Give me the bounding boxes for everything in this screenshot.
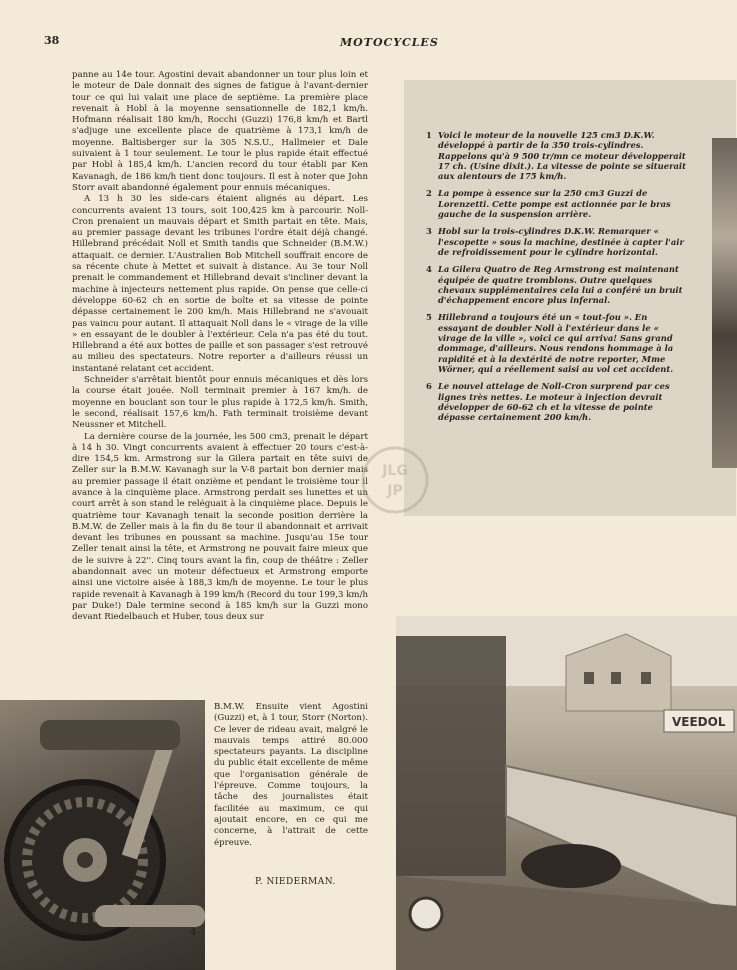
wheel-illustration [0,700,205,970]
caption-item [426,264,688,305]
caption-item [426,130,688,181]
article-tail-column [214,702,368,890]
caption-item [426,312,688,374]
article-paragraph: A 13 h 30 les side-cars étaient alignés au départ. Les concurrents avaient 13 tours, soit 100,425 km à parcourir. Noll-Cron prenaient un mauvais départ et Smith partait en tête. Mais, au premier passage devant les tribunes l'ordre était déjà changé. Hillebrand précédait Noll et Smith tandis que Schneider (B.M.W.) attaquait. ce dernier. L'Australien Bob Mitchell souffrait encore de sa récente chute à Mettet et suivait à distance. Au 3e tour Noll prenait le commandement et Hillebrand devait s'incliner devant la machine à injecteurs nettement plus rapide. On pense que celle-ci développe 60-62 ch en sortie de boîte et sa vitesse de pointe dépasse certainement le 200 km/h. Mais Hillebrand ne s'avouait pas vaincu pour autant. Il attaquait Noll dans le « virage de la ville » en essayant de le doubler à l'extérieur. Cela n'a pas été du tout. Hillebrand a été aux bottes de paille et son passager s'est retrouvé au milieu des spectateurs. Notre reporter a d'ailleurs réussi un instantané relatant cet accident. [72,194,368,374]
caption-panel [404,80,736,516]
caption-item [426,381,688,422]
caption-text: Hobl sur la trois-cylindres D.K.W. Remarquer « l'escopette » sous la machine, destinée à capter l'air de refroidissement pour le cylindre horizontal. [438,226,684,257]
caption-text: La Gilera Quatro de Reg Armstrong est maintenant équipée de quatre tromblons. Outre quelques chevaux supplémentaires cela lui a conféré un bruit d'échappement encore plus infernal. [438,264,683,306]
watermark-text: JP [387,483,403,499]
edge-photo-strip [712,138,737,468]
caption-item [426,188,688,219]
photo-motorcycle-wheel [0,700,205,970]
caption-text: Voici le moteur de la nouvelle 125 cm3 D.K.W. développé à partir de la 350 trois-cylindres. Rappelons qu'à 9 500 tr/mn ce moteur développerait 17 ch. (Usine dixit.). La vitesse de pointe se situerait aux alentours de 175 km/h. [438,130,686,182]
caption-text: Le nouvel attelage de Noll-Cron surprend par ces lignes très nettes. Le moteur à injection devrait développer de 60-62 ch et la vitesse de pointe dépasse certainement 200 km/h. [438,381,670,423]
article-column [72,70,368,700]
caption-text: Hillebrand a toujours été un « tout-fou ». En essayant de doubler Noll à l'extérieur dans le « virage de la ville », voici ce qui arriva! Sans grand dommage, d'ailleurs. Nous rendons hommage à la rapidité et à la dextérité de notre reporter, Mme Wörner, qui a réellement saisi au vol cet accident. [438,312,674,374]
caption-list [426,130,688,429]
caption-number: 4 [426,264,432,275]
veedol-sign-text: VEEDOL [672,715,726,729]
article-paragraph: Schneider s'arrêtait bientôt pour ennuis mécaniques et dès lors la course était jouée. Noll terminait premier à 167 km/h. de moyenne en bouclant son tour le plus rapide à 172,5 km/h. Smith, le second, réalisait 157,6 km/h. Fath terminait troisième devant Neussner et Mitchell. [72,375,368,431]
caption-number: 5 [426,312,432,323]
article-paragraph: La dernière course de la journée, les 500 cm3, prenait le départ à 14 h 30. Vingt concurrents avaient à effectuer 20 tours c'est-à-dire 154,5 km. Armstrong sur la Gilera partait en tête suivi de Zeller sur la B.M.W. Kavanagh sur la V-8 partait bon dernier mais au premier passage il était onzième et pendant le troisième tour il avance à la cinquième place. Armstrong perdait ses lunettes et un court arrêt à son stand le reléguait à la cinquième place. Depuis le quatrième tour Kavanagh tenait la seconde position derrière la B.M.W. de Zeller mais à la fin du 8e tour il abandonnait et arrivait devant les tribunes en poussant sa machine. Jusqu'au 15e tour Zeller tenait ainsi la tête, et Armstrong ne pouvait faire mieux que de le suivre à 22''. Cinq tours avant la fin, coup de théâtre : Zeller abandonnait avec un moteur défectueux et Armstrong emporte ainsi une victoire aisée à 188,3 km/h de moyenne. Le tour le plus rapide revenait à Kavanagh à 199 km/h (Record du tour 199,3 km/h par Duke!) Dale termine second à 185 km/h sur la Guzzi mono devant Riedelbauch et Huber, tous deux sur [72,431,368,623]
caption-text: La pompe à essence sur la 250 cm3 Guzzi de Lorenzetti. Cette pompe est actionnée par le bras gauche de la suspension arrière. [438,188,671,220]
crash-scene-illustration [396,616,737,970]
caption-number: 1 [426,130,432,140]
caption-number: 2 [426,188,432,199]
caption-number: 3 [426,226,432,237]
watermark-logo [360,445,430,515]
article-tail-paragraph: B.M.W. Ensuite vient Agostini (Guzzi) et, à 1 tour, Storr (Norton). Ce lever de rideau avait, malgré le mauvais temps attiré 80.000 spectateurs payants. La discipline du public était excellente de même que l'organisation générale de l'épreuve. Comme toujours, la tâche des journalistes était facilitée au maximum, ce qui ajoutait encore, en ce qui me concerne, à l'attrait de cette épreuve. [214,702,368,848]
photo-number: 4 [190,928,197,938]
caption-item [426,226,688,257]
photo-crash-scene [396,616,737,970]
running-title: MOTOCYCLES [340,36,439,49]
article-paragraph: panne au 14e tour. Agostini devait abandonner un tour plus loin et le moteur de Dale donnait des signes de fatigue à l'avant-dernier tour ce qui lui valait une place de septième. La première place revenait à Hobl à la moyenne sensationnelle de 182,1 km/h. Hofmann réalisait 180 km/h, Rocchi (Guzzi) 176,8 km/h et Bartl s'adjuge une excellente place de quatrième à 173,1 km/h de moyenne. Baltisberger sur la 305 N.S.U., Hallmeier et Dale suivaient à 1 tour seulement. Le tour le plus rapide était effectué par Hobl à 185,4 km/h. L'ancien record du tour établi par Ken Kavanagh, de 186 km/h tient donc toujours. Il est à noter que John Storr avait abandonné également pour ennuis mécaniques. [72,70,368,193]
watermark-text: JLG [382,463,408,479]
author-signature: P. NIEDERMAN. [255,877,336,887]
page-number: 38 [44,34,60,47]
caption-number: 6 [426,381,432,392]
